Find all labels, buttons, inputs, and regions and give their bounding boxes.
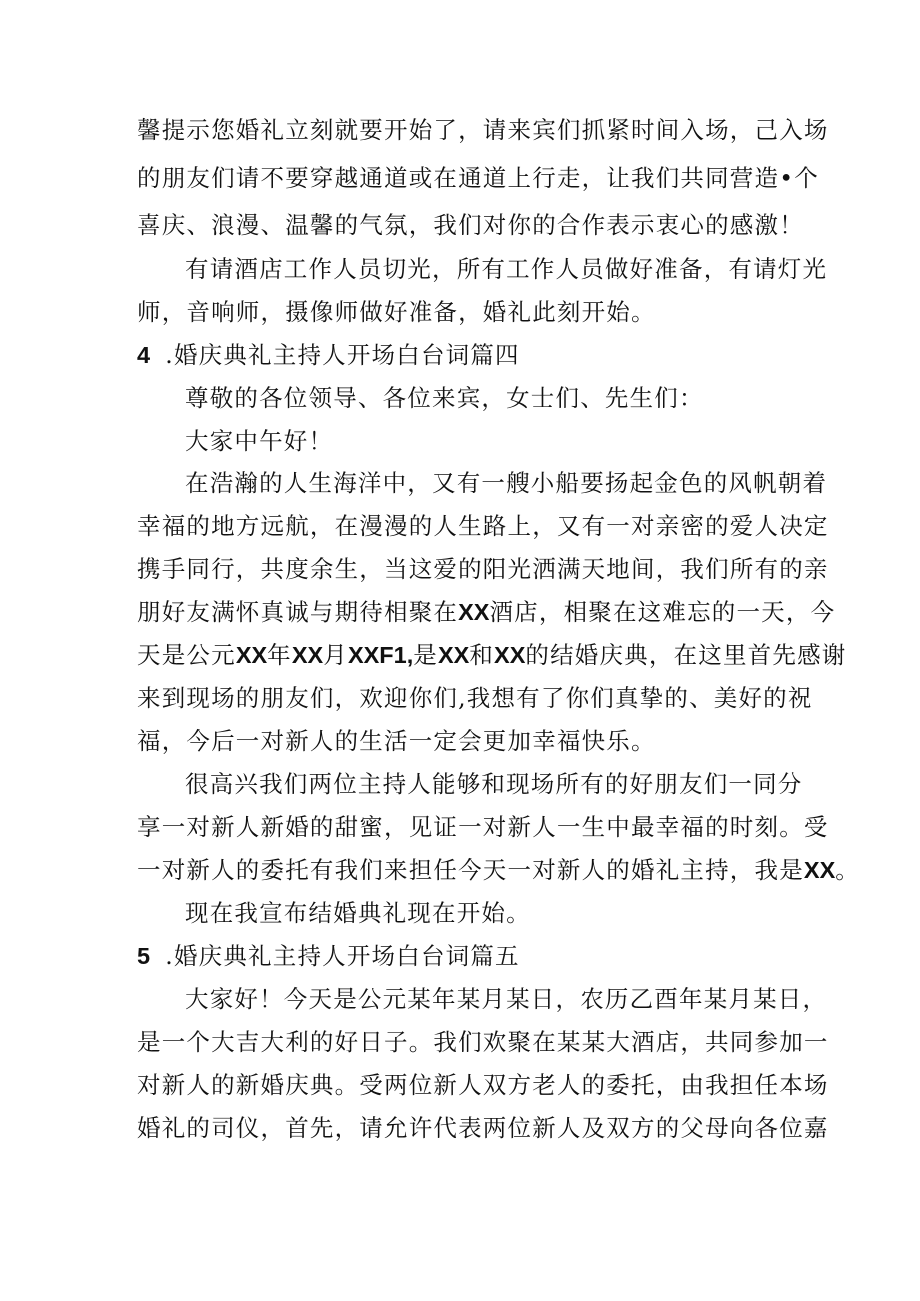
text-run: 朋好友满怀真诚与期待相聚在	[137, 598, 459, 626]
text-line: 幸福的地方远航，在漫漫的人生路上，又有一对亲密的爱人决定	[137, 512, 829, 540]
heading-text: .婚庆典礼主持人开场白台词篇四	[165, 341, 520, 369]
text-line	[137, 639, 846, 671]
text-line: 享一对新人新婚的甜蜜，见证一对新人一生中最幸福的时刻。受	[137, 813, 829, 841]
text-line: 来到现场的朋友们，欢迎你们,我想有了你们真挚的、美好的祝	[137, 684, 813, 712]
heading-number: 5	[137, 943, 152, 969]
text-run: 和	[469, 641, 495, 669]
text-line: 在浩瀚的人生海洋中，又有一艘小船要扬起金色的风帆朝着	[185, 469, 828, 497]
placeholder-text: XX	[291, 642, 324, 668]
text-line: 有请酒店工作人员切光，所有工作人员做好准备，有请灯光	[185, 255, 828, 283]
placeholder-text: XX	[458, 599, 490, 625]
text-run: 天是公元	[137, 641, 236, 669]
text-line: 对新人的新婚庆典。受两位新人双方老人的委托，由我担任本场	[137, 1071, 829, 1099]
text-line	[137, 854, 860, 886]
placeholder-text: XX	[803, 857, 836, 883]
placeholder-text: XX	[235, 642, 268, 668]
text-line: 很高兴我们两位主持人能够和现场所有的好朋友们一同分	[185, 770, 803, 798]
text-line: 师，音响师，摄像师做好准备，婚礼此刻开始。	[137, 298, 656, 326]
text-line: 婚礼的司仪，首先，请允许代表两位新人及双方的父母向各位嘉	[137, 1114, 829, 1142]
text-run: 。	[835, 856, 860, 884]
heading-text: .婚庆典礼主持人开场白台词篇五	[165, 942, 520, 970]
text-line: 大家好！今天是公元某年某月某日，农历乙酉年某月某日，	[185, 985, 828, 1013]
text-run: 的结婚庆典，在这里首先感谢	[525, 641, 847, 669]
text-run: 一对新人的委托有我们来担任今天一对新人的婚礼主持，我是	[137, 856, 804, 884]
text-line: 福，今后一对新人的生活一定会更加幸福快乐。	[137, 727, 656, 755]
text-line: 喜庆、浪漫、温馨的气氛，我们对你的合作表示衷心的感激！	[137, 211, 804, 239]
section-heading-5	[137, 940, 520, 972]
placeholder-text: XX	[494, 642, 526, 668]
text-run: 酒店，相聚在这难忘的一天，今	[489, 598, 836, 626]
text-line: 的朋友们请不要穿越通道或在通道上行走，让我们共同营造•个	[137, 164, 819, 192]
text-line: 是一个大吉大利的好日子。我们欢聚在某某大酒店，共同参加一	[137, 1028, 829, 1056]
placeholder-text: XXF1,	[347, 642, 414, 668]
section-heading-4	[137, 339, 520, 371]
placeholder-text: XX	[437, 642, 470, 668]
text-run: 年	[267, 641, 292, 669]
text-line: 大家中午好！	[185, 427, 334, 455]
text-run: 是	[413, 641, 438, 669]
heading-number: 4	[137, 342, 152, 368]
text-line: 馨提示您婚礼立刻就要开始了，请来宾们抓紧时间入场，己入场	[137, 116, 829, 144]
text-line	[137, 596, 835, 628]
text-line: 携手同行，共度余生，当这爱的阳光洒满天地间，我们所有的亲	[137, 555, 829, 583]
text-line: 尊敬的各位领导、各位来宾，女士们、先生们：	[185, 384, 704, 412]
text-run: 月	[323, 641, 348, 669]
text-line: 现在我宣布结婚典礼现在开始。	[185, 899, 531, 927]
